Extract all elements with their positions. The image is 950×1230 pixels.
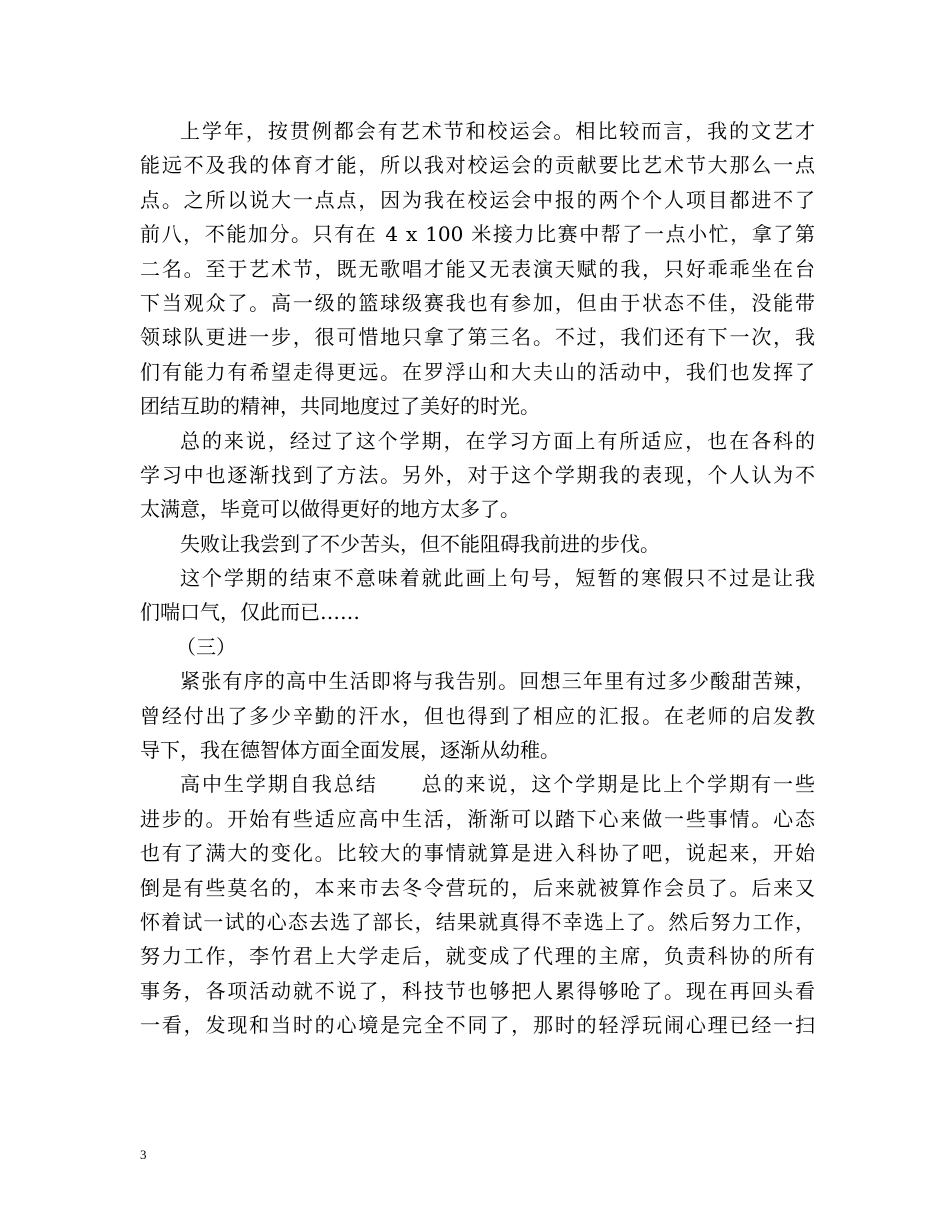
- paragraph-line: 紧张有序的高中生活即将与我告别。回想三年里有过多少酸甜苦辣，: [180, 669, 815, 694]
- paragraph-line: 们有能力有希望走得更远。在罗浮山和大夫山的活动中，我们也发挥了: [140, 359, 815, 384]
- page-number: 3: [140, 1147, 147, 1162]
- paragraph-line: 点。之所以说大一点点，因为我在校运会中报的两个个人项目都进不了: [140, 187, 815, 212]
- paragraph-line: 事务，各项活动就不说了，科技节也够把人累得够呛了。现在再回头看: [140, 978, 815, 1003]
- paragraph-line: 怀着试一试的心态去选了部长，结果就真得不幸选上了。然后努力工作，: [140, 909, 815, 934]
- paragraph-line: 能远不及我的体育才能，所以我对校运会的贡献要比艺术节大那么一点: [140, 153, 815, 178]
- paragraph-line: 二名。至于艺术节，既无歌唱才能又无表演天赋的我，只好乖乖坐在台: [140, 256, 815, 281]
- paragraph-line: 团结互助的精神，共同地度过了美好的时光。: [140, 394, 540, 419]
- paragraph-line: 前八，不能加分。只有在 4 x 100 米接力比赛中帮了一点小忙，拿了第: [140, 222, 815, 247]
- paragraph-line: 曾经付出了多少辛勤的汗水，但也得到了相应的汇报。在老师的启发教: [140, 703, 815, 728]
- paragraph-line: 一看，发现和当时的心境是完全不同了，那时的轻浮玩闹心理已经一扫: [140, 1013, 815, 1038]
- paragraph-line: 导下，我在德智体方面全面发展，逐渐从幼稚。: [140, 738, 560, 763]
- paragraph-line: 上学年，按贯例都会有艺术节和校运会。相比较而言，我的文艺才: [180, 119, 815, 143]
- paragraph-line: 这个学期的结束不意味着就此画上句号，短暂的寒假只不过是让我: [180, 566, 815, 591]
- paragraph-line: 们喘口气，仅此而已……: [140, 600, 360, 625]
- paragraph-line: 总的来说，经过了这个学期，在学习方面上有所适应，也在各科的: [180, 428, 815, 453]
- paragraph-line: 太满意，毕竟可以做得更好的地方太多了。: [140, 497, 520, 522]
- document-body: [140, 114, 815, 1043]
- paragraph-line: 也有了满大的变化。比较大的事情就算是进入科协了吧，说起来，开始: [140, 841, 815, 866]
- paragraph-line: 高中生学期自我总结 总的来说，这个学期是比上个学期有一些: [180, 772, 815, 797]
- paragraph-line: 进步的。开始有些适应高中生活，渐渐可以踏下心来做一些事情。心态: [140, 806, 815, 831]
- section-heading: （三）: [176, 634, 236, 659]
- paragraph-line: 倒是有些莫名的，本来市去冬令营玩的，后来就被算作会员了。后来又: [140, 875, 815, 900]
- paragraph-line: 学习中也逐渐找到了方法。另外，对于这个学期我的表现，个人认为不: [140, 462, 815, 487]
- paragraph-line: 下当观众了。高一级的篮球级赛我也有参加，但由于状态不佳，没能带: [140, 290, 815, 315]
- paragraph-line: 失败让我尝到了不少苦头，但不能阻碍我前进的步伐。: [180, 531, 660, 556]
- paragraph-line: 领球队更进一步，很可惜地只拿了第三名。不过，我们还有下一次，我: [140, 325, 815, 350]
- paragraph-line: 努力工作，李竹君上大学走后，就变成了代理的主席，负责科协的所有: [140, 944, 815, 969]
